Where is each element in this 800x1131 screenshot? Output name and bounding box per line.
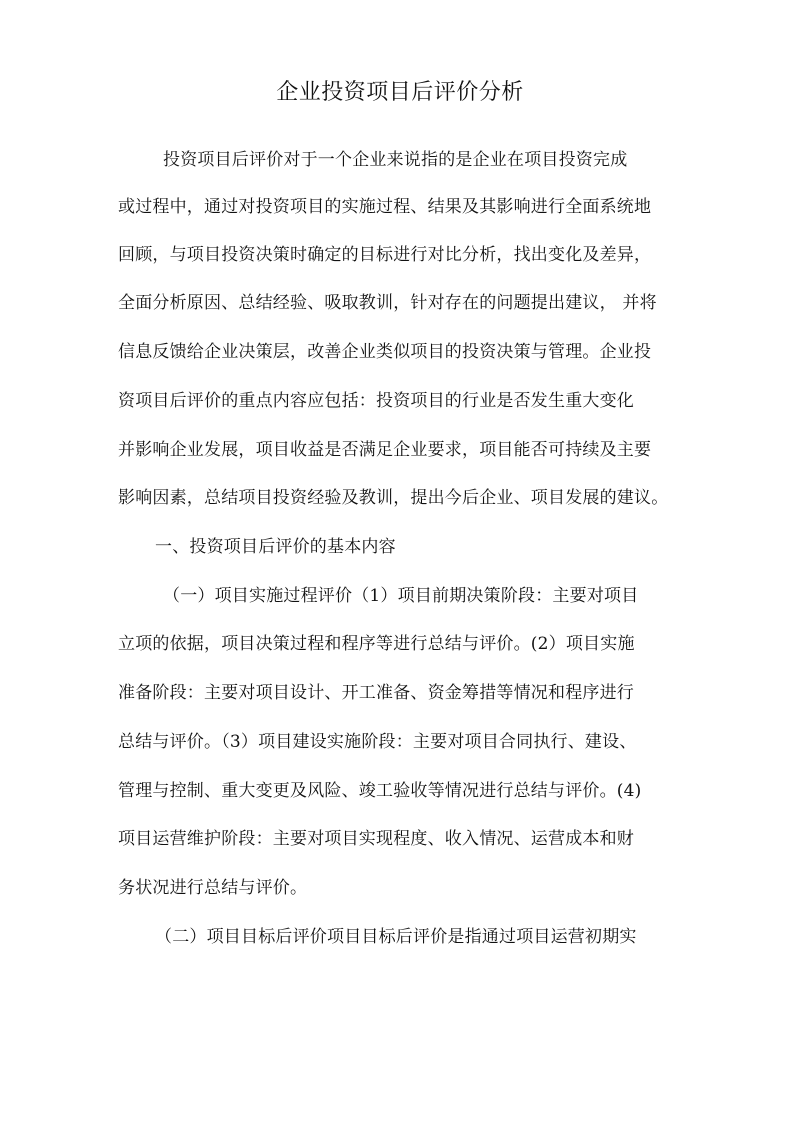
body-line-12: 总结与评价。（3）项目建设实施阶段：主要对项目合同执行、建设、 xyxy=(118,732,637,752)
body-line-6: 资项目后评价的重点内容应包括：投资项目的行业是否发生重大变化 xyxy=(118,391,634,411)
section-heading-1: 一、投资项目后评价的基本内容 xyxy=(155,537,396,557)
body-line-8: 影响因素，总结项目投资经验及教训，提出今后企业、项目发展的建议。 xyxy=(118,488,669,508)
body-line-14: 项目运营维护阶段：主要对项目实现程度、收入情况、运营成本和财 xyxy=(118,829,634,849)
body-line-2: 或过程中，通过对投资项目的实施过程、结果及其影响进行全面系统地 xyxy=(118,197,652,217)
body-line-11: 准备阶段：主要对项目设计、开工准备、资金筹措等情况和程序进行 xyxy=(118,683,634,703)
body-line-10: 立项的依据，项目决策过程和程序等进行总结与评价。(2）项目实施 xyxy=(118,634,635,654)
body-line-5: 信息反馈给企业决策层，改善企业类似项目的投资决策与管理。企业投 xyxy=(118,342,652,362)
body-line-4: 全面分析原因、总结经验、吸取教训，针对存在的问题提出建议， 并将 xyxy=(118,293,657,313)
body-line-9: （一）项目实施过程评价（1）项目前期决策阶段：主要对项目 xyxy=(163,586,639,606)
body-line-16: （二）项目目标后评价项目目标后评价是指通过项目运营初期实 xyxy=(155,927,637,947)
body-line-15: 务状况进行总结与评价。 xyxy=(118,878,308,898)
document-title: 企业投资项目后评价分析 xyxy=(276,80,524,105)
body-line-3: 回顾，与项目投资决策时确定的目标进行对比分析，找出变化及差异， xyxy=(118,245,652,265)
body-line-1: 投资项目后评价对于一个企业来说指的是企业在项目投资完成 xyxy=(163,150,628,170)
body-line-13: 管理与控制、重大变更及风险、竣工验收等情况进行总结与评价。(4) xyxy=(118,781,642,801)
body-line-7: 并影响企业发展，项目收益是否满足企业要求，项目能否可持续及主要 xyxy=(118,440,652,460)
